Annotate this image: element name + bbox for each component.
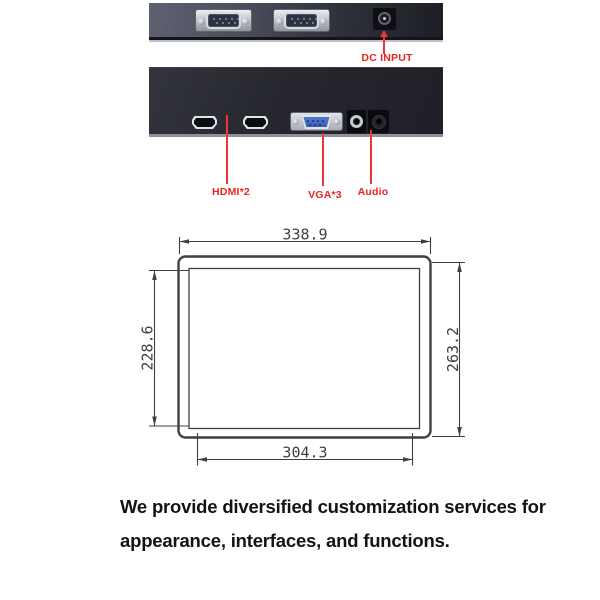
screw-icon (242, 18, 249, 25)
dimension-right-height: 263.2 (444, 326, 462, 373)
dc-input-jack-icon (373, 8, 396, 30)
monitor-screen-outline (189, 269, 420, 429)
description-line-1: We provide diversified customization services for (120, 496, 546, 517)
vga-connector-icon (195, 9, 252, 32)
dsub-shell (206, 12, 241, 29)
vga-label: VGA*3 (308, 189, 342, 201)
audio-label: Audio (357, 186, 389, 198)
vga-port-icon (290, 112, 343, 131)
dimension-bottom-width: 304.3 (282, 443, 328, 462)
hdmi-callout-line (226, 115, 228, 184)
hdmi-port-icon (243, 116, 268, 129)
screw-icon (320, 18, 327, 25)
audio-jack-icon (347, 110, 366, 133)
hdmi-label: HDMI*2 (212, 186, 250, 198)
description-text (120, 490, 546, 558)
dc-input-label: DC INPUT (361, 52, 413, 64)
dimension-left-height: 228.6 (138, 325, 157, 371)
vga-connector-icon (273, 9, 330, 32)
dimension-drawing (135, 222, 475, 472)
dsub-shell (284, 12, 319, 29)
back-panel-top (149, 3, 443, 40)
vga-callout-line (322, 133, 324, 186)
screw-icon (198, 18, 205, 25)
screw-icon (334, 119, 340, 125)
description-line-2: appearance, interfaces, and functions. (120, 530, 450, 551)
dc-input-arrow-icon (380, 30, 388, 37)
monitor-outer-outline (179, 257, 431, 438)
screw-icon (293, 119, 299, 125)
back-panel-bottom (149, 67, 443, 137)
dimension-top-width: 338.9 (282, 225, 328, 244)
hdmi-port-icon (192, 116, 217, 129)
audio-callout-line (370, 130, 372, 184)
screw-icon (276, 18, 283, 25)
